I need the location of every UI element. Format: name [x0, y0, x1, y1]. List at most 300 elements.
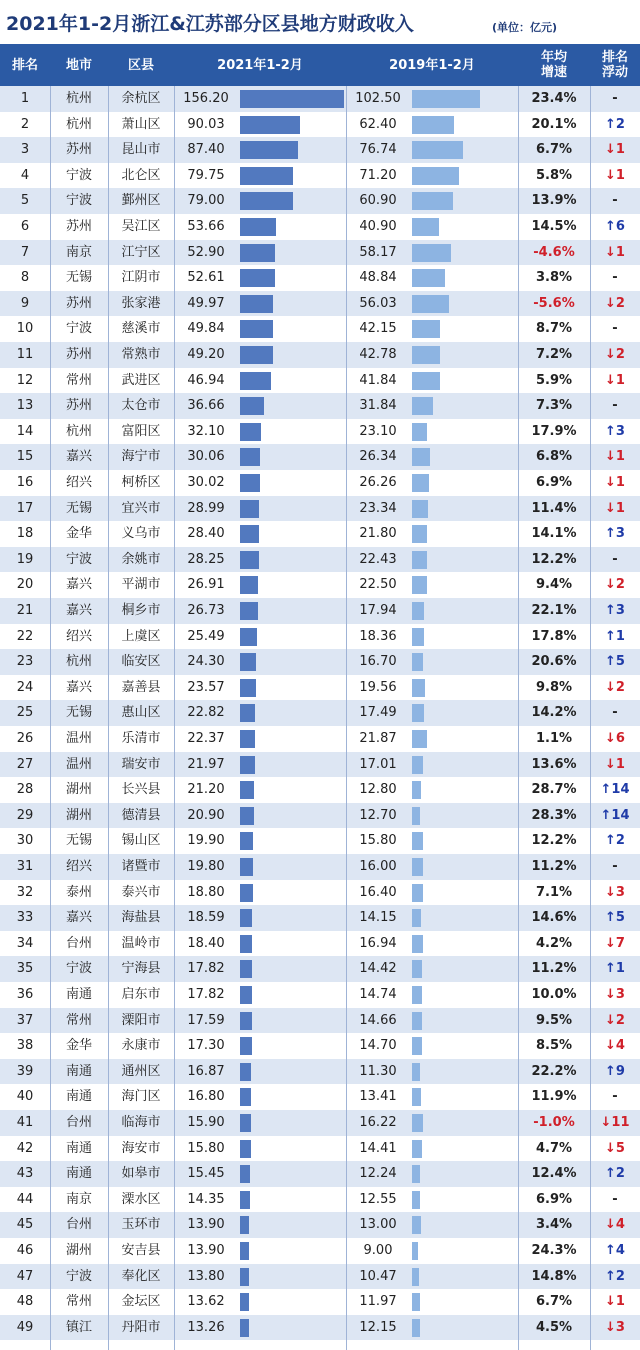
rank-cell: 25: [16, 705, 34, 721]
bar-2019: [412, 935, 423, 953]
table-row: [0, 444, 640, 470]
bar-2019: [412, 295, 449, 313]
value-2019-cell: 22.43: [359, 551, 397, 567]
growth-cell: 5.8%: [535, 167, 573, 183]
bar-2021: [240, 1191, 250, 1209]
city-cell: 杭州: [65, 654, 92, 670]
value-2021-cell: 17.82: [187, 987, 225, 1002]
rank-cell: 48: [16, 1294, 34, 1310]
growth-cell: 7.3%: [535, 398, 573, 414]
value-2019-cell: 14.15: [359, 910, 397, 926]
rank-change-cell: ↓1: [605, 1294, 625, 1310]
district-cell: 富阳区: [121, 423, 161, 439]
bar-2019: [412, 986, 422, 1004]
bar-2021: [240, 909, 252, 927]
rank-cell: 46: [16, 1243, 34, 1258]
district-cell: 江宁区: [121, 244, 161, 260]
bar-2021: [240, 141, 298, 159]
table-row: [0, 1161, 640, 1187]
city-cell: 嘉兴: [65, 910, 92, 926]
city-cell: 台州: [65, 935, 92, 951]
value-2021-cell: 19.80: [187, 859, 225, 874]
rank-change-cell: -: [612, 1089, 618, 1105]
value-2021-cell: 87.40: [187, 142, 225, 158]
table-row: [0, 803, 640, 829]
value-2019-cell: 60.90: [359, 193, 397, 209]
city-cell: 无锡: [65, 500, 92, 516]
district-cell: 柯桥区: [121, 475, 161, 490]
table-row: [0, 854, 640, 880]
district-cell: 永康市: [121, 1038, 161, 1054]
rank-cell: 16: [16, 475, 34, 490]
table-row: [0, 777, 640, 803]
rank-change-cell: ↓1: [605, 756, 625, 772]
bar-2019: [412, 192, 453, 210]
rank-change-cell: ↑5: [605, 910, 625, 926]
value-2021-cell: 13.80: [187, 1268, 225, 1284]
rank-change-cell: ↓1: [605, 142, 625, 158]
header-2019: 2019年1-2月: [389, 57, 475, 73]
header-rank: 排名: [11, 57, 38, 73]
column-divider: [108, 86, 109, 1350]
table-row: [0, 547, 640, 573]
bar-2019: [412, 653, 423, 671]
city-cell: 金华: [65, 1038, 92, 1054]
rank-cell: 26: [16, 731, 34, 746]
city-cell: 宁波: [65, 1268, 92, 1284]
bar-2021: [240, 167, 293, 185]
bar-2021: [240, 602, 258, 620]
value-2021-cell: 28.40: [187, 526, 225, 542]
rank-change-cell: -: [612, 551, 618, 567]
city-cell: 台州: [65, 1115, 92, 1130]
bar-2019: [412, 1165, 420, 1183]
growth-cell: 14.1%: [531, 526, 577, 542]
value-2021-cell: 26.73: [187, 603, 225, 618]
bar-2021: [240, 832, 253, 850]
bar-2019: [412, 960, 422, 978]
value-2021-cell: 14.35: [187, 1191, 225, 1207]
rank-change-cell: ↑6: [605, 219, 625, 234]
bar-2021: [240, 1114, 251, 1132]
bar-2019: [412, 372, 440, 390]
column-divider: [518, 86, 519, 1350]
rank-change-cell: ↓1: [605, 372, 625, 388]
bar-2021: [240, 756, 255, 774]
value-2019-cell: 17.01: [359, 756, 397, 772]
rank-cell: 39: [16, 1063, 34, 1079]
city-cell: 无锡: [65, 833, 92, 849]
table-row: [0, 1033, 640, 1059]
city-cell: 常州: [65, 372, 92, 388]
district-cell: 诸暨市: [121, 859, 161, 874]
growth-cell: 11.9%: [531, 1089, 577, 1105]
bar-2021: [240, 1319, 249, 1337]
growth-cell: 14.6%: [531, 910, 577, 926]
value-2021-cell: 36.66: [187, 398, 225, 414]
growth-cell: 28.7%: [531, 782, 577, 798]
bar-2019: [412, 704, 424, 722]
growth-cell: 20.1%: [531, 116, 577, 132]
table-row: [0, 188, 640, 214]
growth-cell: 7.1%: [535, 884, 573, 900]
value-2021-cell: 30.06: [187, 449, 225, 465]
district-cell: 宁海县: [121, 961, 161, 977]
bar-2019: [412, 269, 445, 287]
district-cell: 泰兴市: [121, 884, 161, 900]
rank-change-cell: -: [612, 859, 618, 874]
growth-cell: 3.8%: [535, 270, 573, 286]
value-2019-cell: 12.80: [359, 782, 397, 798]
bar-2021: [240, 346, 273, 364]
table-row: [0, 1187, 640, 1213]
value-2021-cell: 49.97: [187, 295, 225, 311]
bar-2021: [240, 781, 254, 799]
growth-cell: 14.8%: [531, 1268, 577, 1284]
city-cell: 南通: [65, 1089, 92, 1105]
value-2019-cell: 16.94: [359, 935, 397, 951]
rank-change-cell: ↓2: [605, 347, 625, 362]
growth-cell: 4.2%: [535, 935, 573, 951]
value-2021-cell: 13.90: [187, 1217, 225, 1233]
district-cell: 余姚市: [121, 551, 161, 567]
value-2021-cell: 90.03: [187, 116, 225, 132]
value-2021-cell: 17.59: [187, 1012, 225, 1028]
bar-2019: [412, 628, 424, 646]
table-row: [0, 572, 640, 598]
bar-2019: [412, 500, 428, 518]
bar-2019: [412, 1268, 419, 1286]
city-cell: 湖州: [65, 1243, 92, 1258]
city-cell: 苏州: [65, 347, 92, 362]
growth-cell: 10.0%: [531, 987, 577, 1002]
bar-2021: [240, 90, 344, 108]
rank-cell: 8: [20, 270, 30, 286]
city-cell: 湖州: [65, 807, 92, 823]
city-cell: 绍兴: [65, 475, 92, 490]
rank-change-cell: ↓11: [600, 1115, 630, 1130]
district-cell: 金坛区: [121, 1294, 161, 1310]
rank-cell: 35: [16, 961, 34, 977]
rank-cell: 27: [16, 756, 34, 772]
bar-2021: [240, 1216, 249, 1234]
district-cell: 瑞安市: [121, 756, 161, 772]
value-2021-cell: 13.62: [187, 1294, 225, 1310]
bar-2021: [240, 1088, 251, 1106]
value-2019-cell: 14.42: [359, 961, 397, 977]
table-row: [0, 752, 640, 778]
city-cell: 嘉兴: [65, 603, 92, 618]
growth-cell: 20.6%: [531, 654, 577, 670]
value-2019-cell: 41.84: [359, 372, 397, 388]
rank-cell: 42: [16, 1140, 34, 1156]
value-2019-cell: 16.22: [359, 1115, 397, 1130]
city-cell: 南通: [65, 1140, 92, 1156]
bar-2021: [240, 269, 275, 287]
bar-2019: [412, 1088, 421, 1106]
growth-cell: -4.6%: [533, 244, 575, 260]
bar-2019: [412, 1293, 420, 1311]
header-growth: 年均 增速: [540, 50, 567, 80]
value-2021-cell: 15.90: [187, 1115, 225, 1130]
value-2019-cell: 22.50: [359, 577, 397, 593]
rank-cell: 14: [16, 423, 34, 439]
table-row: [0, 982, 640, 1008]
bar-2021: [240, 679, 256, 697]
rank-cell: 40: [16, 1089, 34, 1105]
rank-change-cell: ↑5: [605, 654, 625, 670]
rank-cell: 5: [20, 193, 30, 209]
rank-change-cell: ↑2: [605, 1268, 625, 1284]
city-cell: 南通: [65, 987, 92, 1002]
rank-change-cell: ↑2: [605, 1166, 625, 1182]
table-row: [0, 137, 640, 163]
bar-2021: [240, 653, 256, 671]
rank-change-cell: ↑14: [600, 782, 630, 798]
bar-2019: [412, 423, 427, 441]
city-cell: 南京: [65, 244, 92, 260]
bar-2021: [240, 320, 273, 338]
table-row: [0, 1315, 640, 1341]
growth-cell: 23.4%: [531, 91, 577, 106]
bar-2019: [412, 448, 430, 466]
rank-change-cell: ↓3: [605, 884, 625, 900]
district-cell: 平湖市: [121, 577, 161, 593]
rank-cell: 44: [16, 1191, 34, 1207]
rank-change-cell: ↓2: [605, 1012, 625, 1028]
table-row: [0, 163, 640, 189]
bar-2021: [240, 116, 300, 134]
column-divider: [346, 86, 347, 1350]
growth-cell: 8.5%: [535, 1038, 573, 1054]
city-cell: 绍兴: [65, 628, 92, 644]
bar-2021: [240, 1012, 252, 1030]
bar-2021: [240, 372, 271, 390]
rank-cell: 41: [16, 1115, 34, 1130]
bar-2021: [240, 1063, 251, 1081]
table-row: [0, 905, 640, 931]
city-cell: 宁波: [65, 167, 92, 183]
bar-2019: [412, 679, 425, 697]
city-cell: 南京: [65, 1191, 92, 1207]
district-cell: 张家港: [121, 295, 161, 311]
growth-cell: 14.2%: [531, 705, 577, 721]
table-row: [0, 368, 640, 394]
rank-change-cell: ↑4: [605, 1243, 625, 1258]
value-2021-cell: 16.87: [187, 1063, 225, 1079]
district-cell: 启东市: [121, 987, 161, 1002]
district-cell: 乐清市: [121, 731, 161, 746]
table-row: [0, 316, 640, 342]
value-2021-cell: 16.80: [187, 1089, 225, 1105]
table-row: [0, 931, 640, 957]
rank-change-cell: ↓5: [605, 1140, 625, 1156]
district-cell: 奉化区: [121, 1268, 161, 1284]
value-2019-cell: 11.97: [359, 1294, 397, 1310]
header-2021: 2021年1-2月: [217, 57, 303, 73]
district-cell: 萧山区: [121, 116, 161, 132]
city-cell: 温州: [65, 731, 92, 746]
bar-2021: [240, 1242, 249, 1260]
table-row: [0, 265, 640, 291]
city-cell: 宁波: [65, 193, 92, 209]
table-row: [0, 1110, 640, 1136]
value-2019-cell: 21.80: [359, 526, 397, 542]
bar-2021: [240, 807, 254, 825]
value-2019-cell: 23.34: [359, 500, 397, 516]
rank-cell: 30: [16, 833, 34, 849]
growth-cell: 24.3%: [531, 1243, 577, 1258]
table-row: [0, 1136, 640, 1162]
table-row: [0, 496, 640, 522]
district-cell: 武进区: [121, 372, 161, 388]
bar-2019: [412, 90, 480, 108]
bar-2019: [412, 1114, 423, 1132]
rank-change-cell: ↑1: [605, 961, 625, 977]
growth-cell: 9.5%: [535, 1012, 573, 1028]
district-cell: 通州区: [121, 1063, 161, 1079]
value-2019-cell: 58.17: [359, 244, 397, 260]
district-cell: 海门区: [121, 1089, 161, 1105]
district-cell: 长兴县: [121, 782, 161, 798]
table-header: [0, 44, 640, 86]
growth-cell: 3.4%: [535, 1217, 573, 1233]
rank-change-cell: ↓1: [605, 244, 625, 260]
rank-change-cell: -: [612, 1191, 618, 1207]
bar-2021: [240, 448, 260, 466]
city-cell: 镇江: [65, 1319, 92, 1335]
value-2019-cell: 76.74: [359, 142, 397, 158]
city-cell: 泰州: [65, 884, 92, 900]
district-cell: 昆山市: [121, 142, 161, 158]
value-2021-cell: 53.66: [187, 219, 225, 234]
city-cell: 无锡: [65, 270, 92, 286]
value-2019-cell: 16.40: [359, 884, 397, 900]
table-row: [0, 214, 640, 240]
bar-2019: [412, 1012, 422, 1030]
table-row: [0, 1238, 640, 1264]
bar-2021: [240, 986, 252, 1004]
rank-cell: 24: [16, 679, 34, 695]
rank-cell: 7: [20, 244, 30, 260]
rank-cell: 21: [16, 603, 34, 618]
bar-2021: [240, 397, 264, 415]
value-2021-cell: 19.90: [187, 833, 225, 849]
value-2019-cell: 14.66: [359, 1012, 397, 1028]
district-cell: 溧阳市: [121, 1012, 161, 1028]
rank-change-cell: ↑2: [605, 116, 625, 132]
bar-2019: [412, 474, 429, 492]
growth-cell: 22.1%: [531, 603, 577, 618]
value-2019-cell: 14.74: [359, 987, 397, 1002]
growth-cell: 17.9%: [531, 423, 577, 439]
value-2021-cell: 26.91: [187, 577, 225, 593]
district-cell: 惠山区: [121, 705, 161, 721]
value-2021-cell: 17.82: [187, 961, 225, 977]
rank-cell: 13: [16, 398, 34, 414]
city-cell: 嘉兴: [65, 577, 92, 593]
bar-2021: [240, 551, 259, 569]
rank-cell: 37: [16, 1012, 34, 1028]
table-row: [0, 470, 640, 496]
rank-cell: 18: [16, 526, 34, 542]
bar-2019: [412, 1216, 421, 1234]
rank-cell: 29: [16, 807, 34, 823]
district-cell: 余杭区: [121, 91, 161, 106]
table-row: [0, 240, 640, 266]
rank-cell: 4: [20, 167, 30, 183]
growth-cell: 13.9%: [531, 193, 577, 209]
rank-change-cell: ↑3: [605, 603, 625, 618]
value-2019-cell: 42.15: [359, 321, 397, 337]
value-2021-cell: 49.84: [187, 321, 225, 337]
table-row: [0, 880, 640, 906]
value-2019-cell: 71.20: [359, 167, 397, 183]
value-2021-cell: 156.20: [183, 91, 229, 106]
rank-change-cell: ↓4: [605, 1038, 625, 1054]
city-cell: 南通: [65, 1063, 92, 1079]
header-district: 区县: [127, 57, 154, 73]
growth-cell: 28.3%: [531, 807, 577, 823]
rank-change-cell: ↓2: [605, 295, 625, 311]
rank-cell: 10: [16, 321, 34, 337]
bar-2019: [412, 1191, 420, 1209]
bar-2019: [412, 551, 427, 569]
growth-cell: 5.9%: [535, 372, 573, 388]
column-divider: [590, 86, 591, 1350]
bar-2021: [240, 244, 275, 262]
value-2019-cell: 21.87: [359, 731, 397, 746]
city-cell: 嘉兴: [65, 679, 92, 695]
rank-change-cell: ↑2: [605, 833, 625, 849]
value-2021-cell: 13.26: [187, 1319, 225, 1335]
growth-cell: -1.0%: [533, 1115, 575, 1130]
bar-2021: [240, 423, 261, 441]
rank-cell: 34: [16, 935, 34, 951]
bar-2021: [240, 960, 252, 978]
rank-cell: 15: [16, 449, 34, 465]
rank-cell: 17: [16, 500, 34, 516]
district-cell: 德清县: [121, 807, 161, 823]
city-cell: 宁波: [65, 961, 92, 977]
chart-title: 2021年1-2月浙江&江苏部分区县地方财政收入: [6, 13, 414, 35]
district-cell: 江阴市: [121, 270, 161, 286]
value-2021-cell: 18.80: [187, 884, 225, 900]
district-cell: 溧水区: [121, 1191, 161, 1207]
value-2021-cell: 18.40: [187, 935, 225, 951]
district-cell: 海盐县: [121, 910, 161, 926]
value-2019-cell: 17.94: [359, 603, 397, 618]
value-2019-cell: 23.10: [359, 423, 397, 439]
city-cell: 杭州: [65, 116, 92, 132]
value-2019-cell: 9.00: [363, 1243, 393, 1258]
table-row: [0, 86, 640, 112]
value-2019-cell: 18.36: [359, 628, 397, 644]
value-2019-cell: 16.70: [359, 654, 397, 670]
bar-2021: [240, 1140, 251, 1158]
bar-2021: [240, 704, 255, 722]
bar-2021: [240, 628, 257, 646]
value-2021-cell: 17.30: [187, 1038, 225, 1054]
bar-2021: [240, 474, 260, 492]
bar-2019: [412, 858, 423, 876]
rank-change-cell: ↓3: [605, 987, 625, 1002]
value-2019-cell: 12.70: [359, 807, 397, 823]
bar-2021: [240, 1268, 249, 1286]
rank-change-cell: ↓3: [605, 1319, 625, 1335]
city-cell: 湖州: [65, 782, 92, 798]
table-row: [0, 598, 640, 624]
